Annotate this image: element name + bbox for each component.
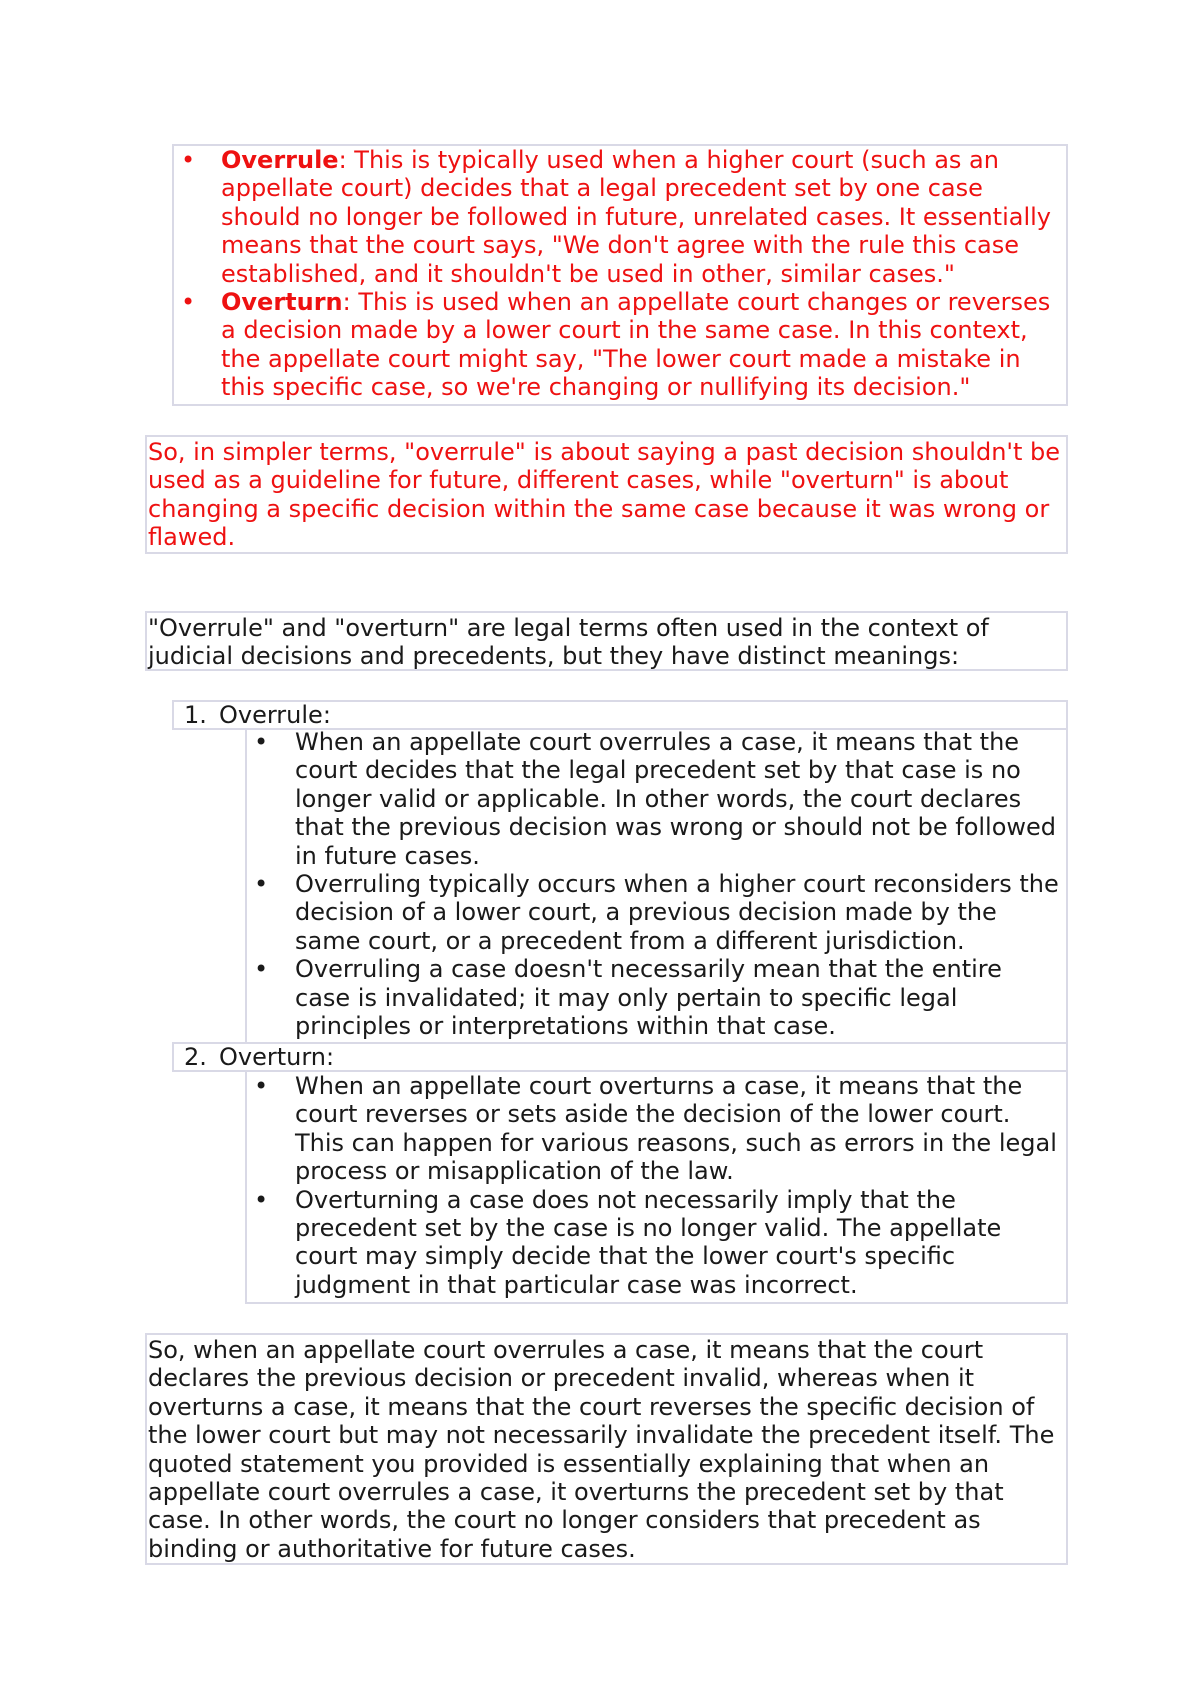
bullet-text: Overruling a case doesn't necessarily mean that the entire case is invalidated; it may only pertain to specific legal principles or interpretations within that case.	[295, 955, 1002, 1041]
bullet-icon: •	[181, 146, 196, 174]
bullet-icon: •	[181, 288, 196, 317]
list-item	[247, 955, 1066, 1040]
term-overrule: Overrule	[221, 146, 339, 174]
bullet-text: When an appellate court overrules a case, it means that the court decides that the legal precedent set by that case is no longer valid or applicable. In other words, the court declares that the previous decision was wrong or should not be followed in future cases.	[295, 728, 1057, 870]
bullet-icon: •	[254, 1185, 269, 1214]
intro-paragraph: "Overrule" and "overturn" are legal terms often used in the context of judicial decisions and precedents, but they have distinct meanings:	[145, 611, 1068, 671]
section-number: 2.	[184, 1043, 207, 1071]
red-definition-list	[172, 144, 1068, 406]
bullet-text: Overturning a case does not necessarily imply that the precedent set by the case is no longer valid. The appellate court may simply decide that the lower court's specific judgment in that particular case was incorrect.	[295, 1185, 1002, 1299]
red-summary-paragraph: So, in simpler terms, "overrule" is about saying a past decision shouldn't be used as a guideline for future, different cases, while "overturn" is about changing a specific decision within the same case because it was wrong or flawed.	[145, 435, 1068, 554]
overrule-bullet-list	[245, 728, 1068, 1044]
bullet-icon: •	[254, 728, 269, 756]
definition-text: : This is used when an appellate court changes or reverses a decision made by a lower court in the same case. In this context, the appellate court might say, "The lower court made a mistake in this specific case, so we're changing or nullifying its decision."	[221, 288, 1051, 402]
section-title: Overrule:	[219, 701, 331, 729]
list-item	[247, 1072, 1066, 1186]
bullet-icon: •	[254, 955, 269, 984]
section-heading-overturn	[172, 1042, 1068, 1072]
list-item	[174, 288, 1066, 402]
final-summary-paragraph: So, when an appellate court overrules a case, it means that the court declares the previous decision or precedent invalid, whereas when it overturns a case, it means that the court reverses the specific decision of the lower court but may not necessarily invalidate the precedent itself. The quoted statement you provided is essentially explaining that when an appellate court overrules a case, it overturns the precedent set by that case. In other words, the court no longer considers that precedent as binding or authoritative for future cases.	[145, 1333, 1068, 1565]
section-heading-overrule	[172, 700, 1068, 730]
list-item	[247, 1186, 1066, 1300]
overturn-bullet-list	[245, 1072, 1068, 1304]
bullet-icon: •	[254, 1072, 269, 1100]
list-item	[247, 870, 1066, 955]
bullet-text: When an appellate court overturns a case, it means that the court reverses or sets aside the decision of the lower court. This can happen for various reasons, such as errors in the legal process or misapplication of the law.	[295, 1072, 1057, 1186]
definition-text: : This is typically used when a higher court (such as an appellate court) decides that a legal precedent set by one case should no longer be followed in future, unrelated cases. It essentially means that the court says, "We don't agree with the rule this case established, and it shouldn't be used in other, similar cases."	[221, 146, 1051, 288]
bullet-text: Overruling typically occurs when a higher court reconsiders the decision of a lower court, a previous decision made by the same court, or a precedent from a different jurisdiction.	[295, 870, 1059, 955]
list-item	[174, 146, 1066, 288]
section-title: Overturn:	[219, 1043, 335, 1071]
bullet-icon: •	[254, 870, 269, 899]
list-item	[247, 728, 1066, 870]
term-overturn: Overturn	[221, 288, 343, 317]
section-number: 1.	[184, 701, 207, 729]
